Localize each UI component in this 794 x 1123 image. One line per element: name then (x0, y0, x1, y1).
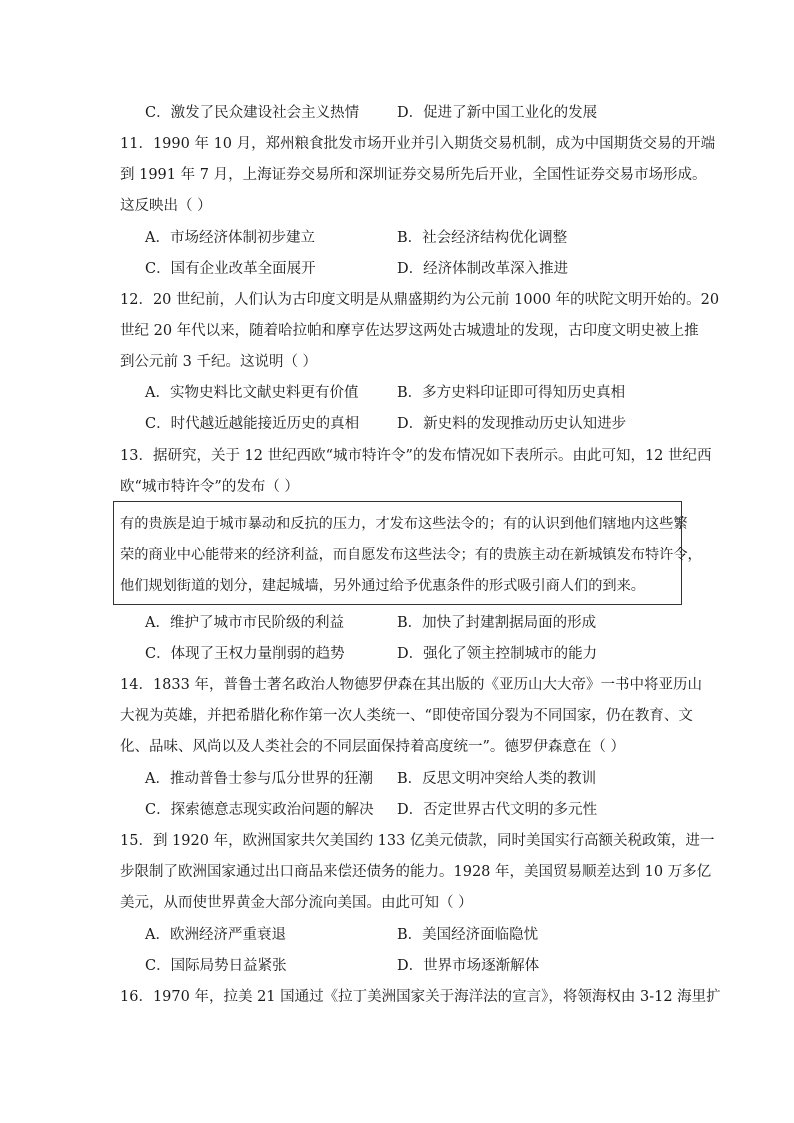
q12-stem-line-1: 12．20 世纪前，人们认为古印度文明是从鼎盛期约为公元前 1000 年的吠陀文明开始的。20 (120, 292, 720, 308)
q14-stem-line-2: 大视为英雄，并把希腊化称作第一次人类统一、“即使帝国分裂为不同国家，仍在教育、文 (120, 708, 693, 724)
q13-option-b: B．加快了封建割据局面的形成 (397, 615, 597, 631)
q11-stem-line-2: 到 1991 年 7 月，上海证券交易所和深圳证券交易所先后开业，全国性证券交易市场形成。 (120, 167, 707, 183)
q15-option-a: A．欧洲经济严重衰退 (145, 927, 286, 943)
q11-option-b: B．社会经济结构优化调整 (397, 230, 568, 246)
q15-option-b: B．美国经济面临隐忧 (397, 927, 539, 943)
q12-option-c: C．时代越近越能接近历史的真相 (145, 416, 360, 432)
q13-option-c: C．体现了王权力量削弱的趋势 (145, 646, 345, 662)
q13-option-a: A．维护了城市市民阶级的利益 (145, 615, 344, 631)
q14-stem-line-3: 化、品味、风尚以及人类社会的不同层面保持着高度统一”。德罗伊森意在（ ） (120, 739, 626, 755)
q14-option-a: A．推动普鲁士参与瓜分世界的狂潮 (145, 771, 373, 787)
q11-stem-line-1: 11．1990 年 10 月，郑州粮食批发市场开业并引入期货交易机制，成为中国期货交易的开端 (120, 136, 716, 152)
q13-material-line-3: 他们规划街道的划分，建起城墙，另外通过给予优惠条件的形式吸引商人们的到来。 (120, 578, 645, 594)
q14-option-c: C．探索德意志现实政治问题的解决 (145, 802, 374, 818)
q16-stem-line-1: 16．1970 年，拉美 21 国通过《拉丁美洲国家关于海洋法的宣言》，将领海权由 3-12 海里扩 (120, 989, 721, 1005)
q15-option-c: C．国际局势日益紧张 (145, 958, 287, 974)
q13-stem-line-2: 欧“城市特许令”的发布（ ） (120, 479, 299, 495)
q13-material-line-2: 荣的商业中心能带来的经济利益，而自愿发布这些法令；有的贵族主动在新城镇发布特许令， (120, 547, 702, 563)
q13-material-box (113, 501, 702, 605)
q11-option-a: A．市场经济体制初步建立 (145, 230, 315, 246)
q13-stem-line-1: 13．据研究，关于 12 世纪西欧“城市特许令”的发布情况如下表所示。由此可知，12 世纪西 (120, 448, 712, 464)
q14-stem-line-1: 14．1833 年，普鲁士著名政治人物德罗伊森在其出版的《亚历山大大帝》一书中将亚历山 (120, 677, 702, 693)
q14-option-d: D．否定世界古代文明的多元性 (397, 802, 598, 818)
q13-option-d: D．强化了领主控制城市的能力 (397, 646, 598, 662)
q11-option-d: D．经济体制改革深入推进 (397, 261, 569, 277)
q14-option-b: B．反思文明冲突给人类的教训 (397, 771, 597, 787)
q15-option-d: D．世界市场逐渐解体 (397, 958, 540, 974)
q15-stem-line-3: 美元，从而使世界黄金大部分流向美国。由此可知（ ） (120, 895, 473, 911)
q10-option-d: D．促进了新中国工业化的发展 (397, 105, 598, 121)
q12-option-d: D．新史料的发现推动历史认知进步 (397, 416, 627, 432)
q13-material-line-1: 有的贵族是迫于城市暴动和反抗的压力，才发布这些法令的；有的认识到他们辖地内这些繁 (120, 516, 688, 532)
q15-stem-line-1: 15．到 1920 年，欧洲国家共欠美国约 133 亿美元债款，同时美国实行高额关税政策，进一 (120, 833, 715, 849)
q10-option-c: C．激发了民众建设社会主义热情 (145, 105, 360, 121)
q12-stem-line-2: 世纪 20 年代以来，随着哈拉帕和摩亨佐达罗这两处古城遗址的发现，古印度文明史被上推 (120, 323, 699, 339)
q12-option-a: A．实物史料比文献史料更有价值 (145, 385, 359, 401)
q15-stem-line-2: 步限制了欧洲国家通过出口商品来偿还债务的能力。1928 年，美国贸易顺差达到 10 万多亿 (120, 864, 712, 880)
q12-stem-line-3: 到公元前 3 千纪。这说明（ ） (120, 354, 318, 370)
q11-stem-line-3: 这反映出（ ） (120, 198, 212, 214)
q11-option-c: C．国有企业改革全面展开 (145, 261, 316, 277)
q12-option-b: B．多方史料印证即可得知历史真相 (397, 385, 626, 401)
